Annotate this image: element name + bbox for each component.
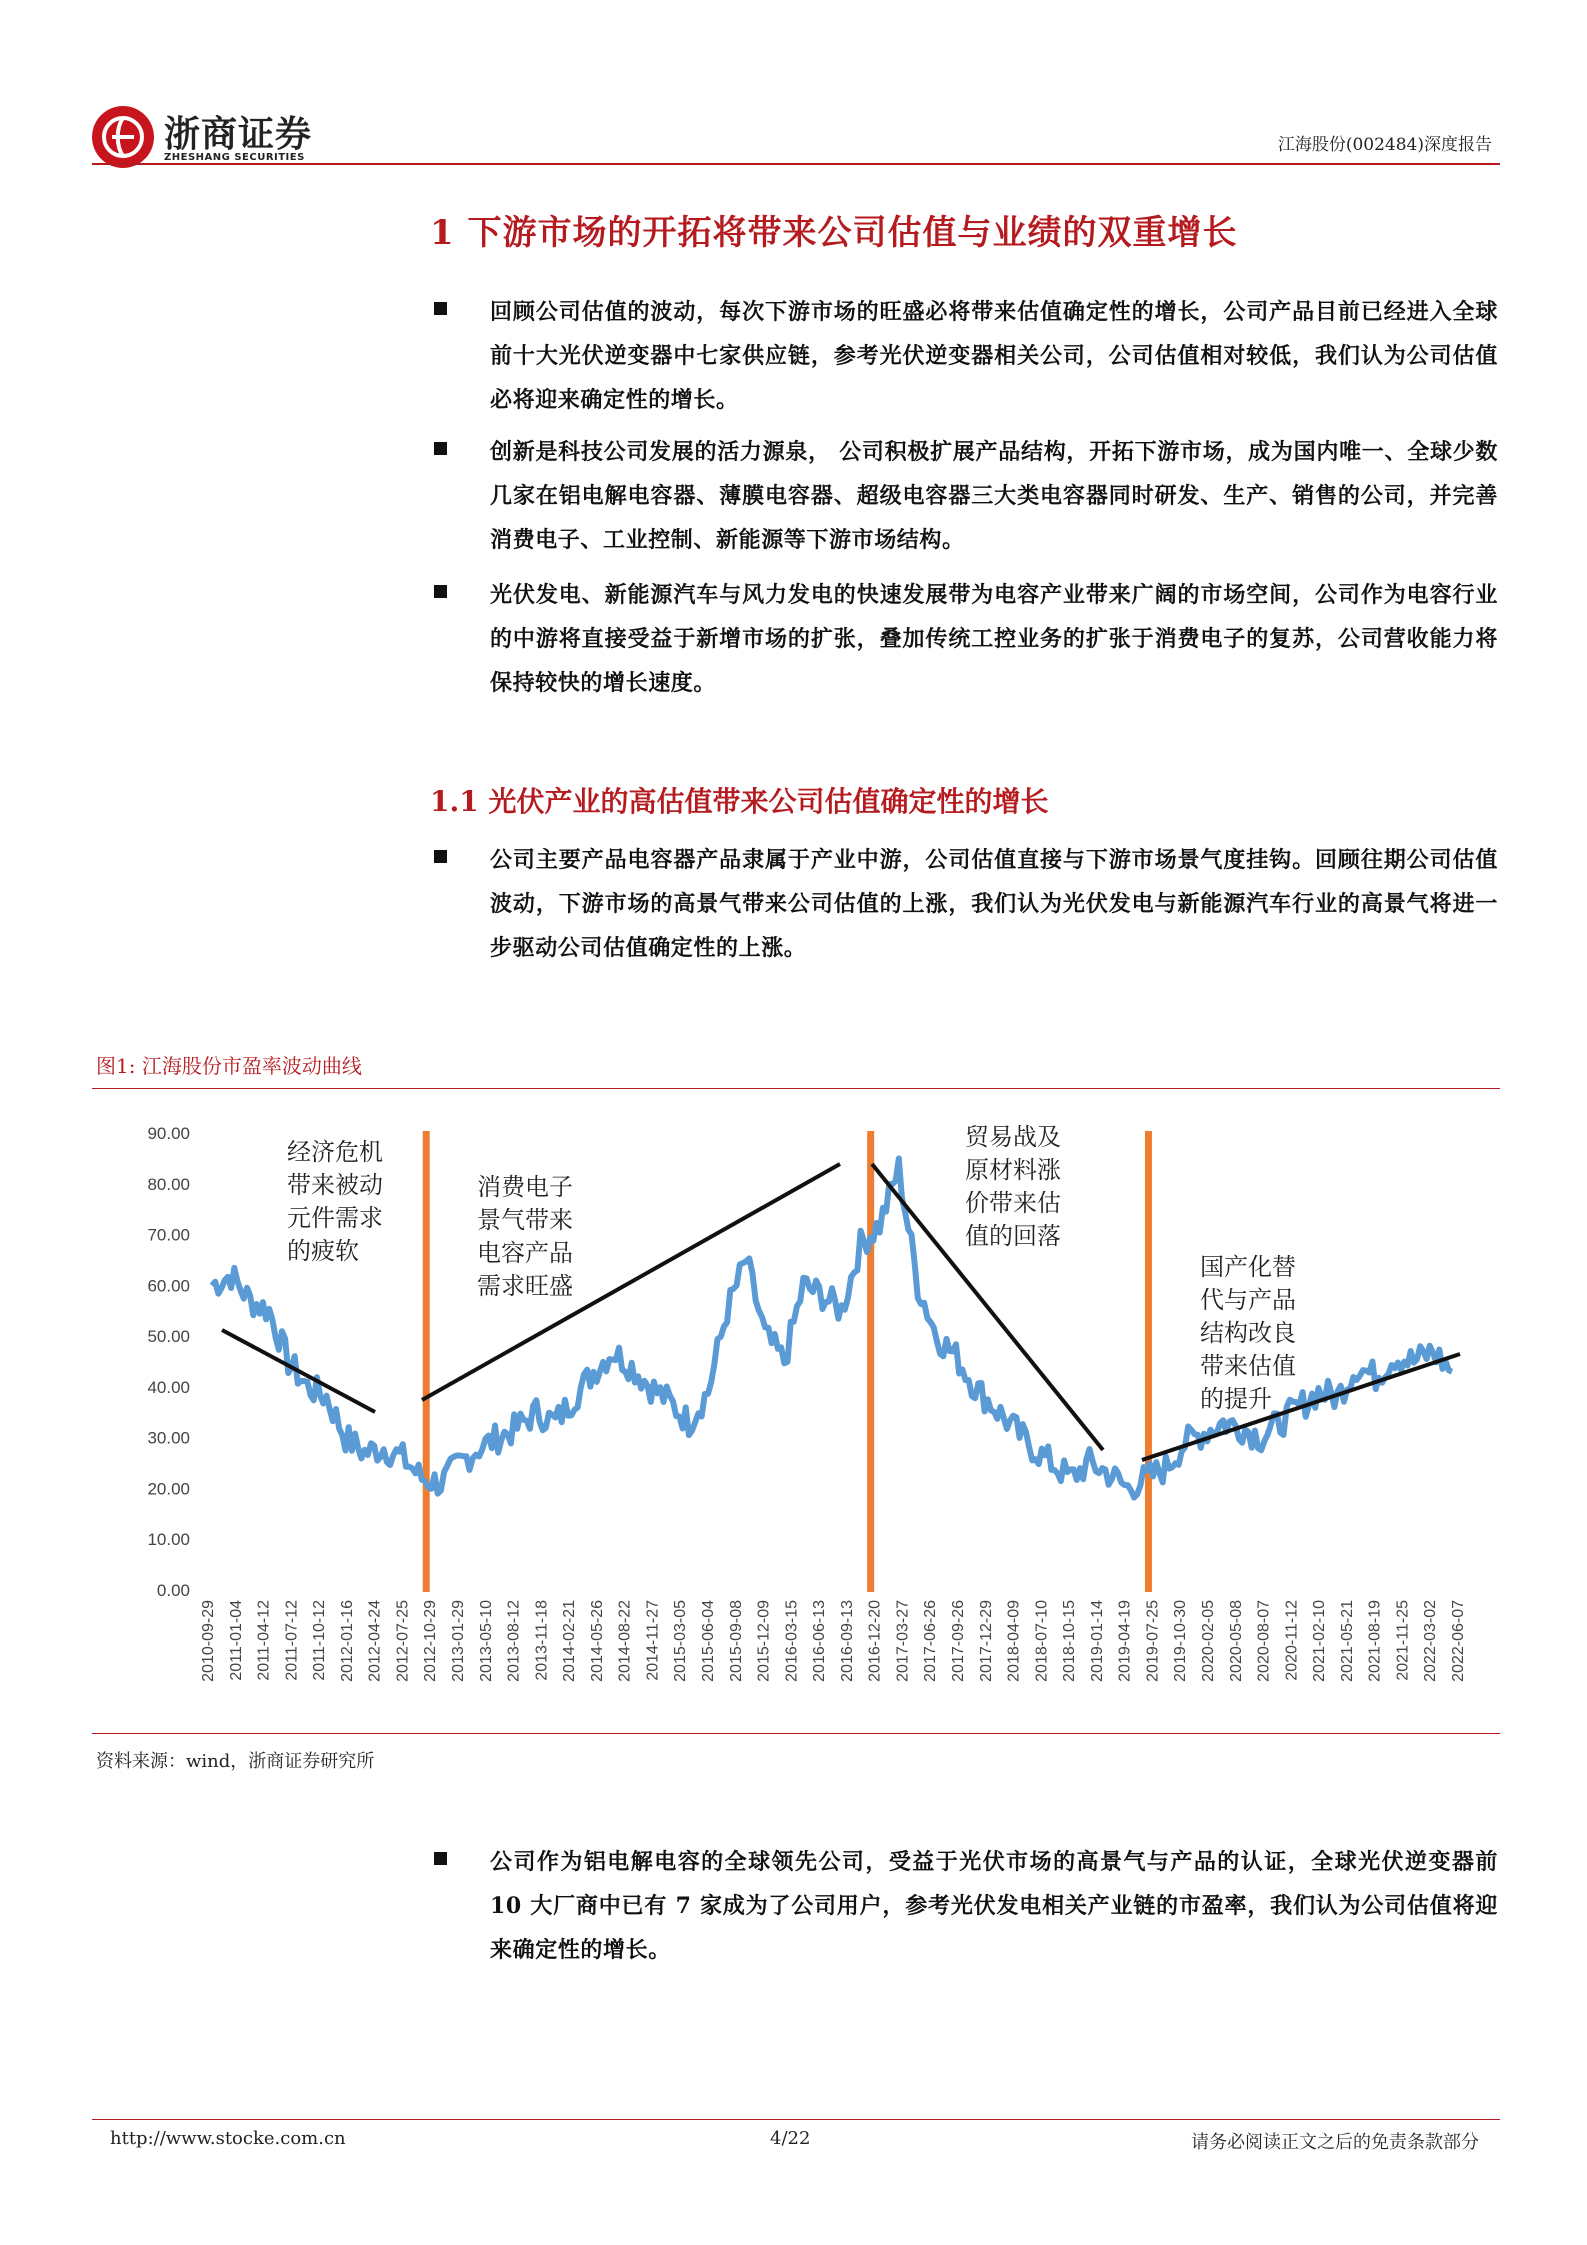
y-tick-label: 50.00 — [147, 1327, 190, 1347]
logo-english: ZHESHANG SECURITIES — [164, 152, 305, 163]
annotation-line: 消费电子 — [477, 1174, 573, 1201]
annotation-line: 元件需求 — [287, 1205, 383, 1232]
pe-ratio-chart — [92, 1100, 1500, 1730]
x-tick-label: 2014-05-26 — [588, 1600, 606, 1682]
x-tick-label: 2017-03-27 — [894, 1600, 912, 1682]
logo-mark-icon — [92, 106, 154, 168]
y-tick-label: 70.00 — [147, 1225, 190, 1245]
paragraph-text: 公司主要产品电容器产品隶属于产业中游，公司估值直接与下游市场景气度挂钩。回顾往期公司估值波动，下游市场的高景气带来公司估值的上涨，我们认为光伏发电与新能源汽车行业的高景气将进一步驱动公司估值确定性的上涨。 — [490, 847, 1498, 961]
x-tick-label: 2012-07-25 — [394, 1600, 412, 1682]
x-tick-label: 2017-12-29 — [977, 1600, 995, 1682]
x-tick-label: 2013-05-10 — [477, 1600, 495, 1682]
figure-caption: 图1: 江海股份市盈率波动曲线 — [96, 1054, 362, 1078]
y-tick-label: 30.00 — [147, 1428, 190, 1448]
x-tick-label: 2015-03-05 — [672, 1600, 690, 1682]
footer-url-link[interactable]: http://www.stocke.com.cn — [110, 2128, 346, 2149]
annotation-line: 国产化替 — [1200, 1254, 1296, 1281]
chart-canvas — [92, 1100, 1500, 1730]
x-tick-label: 2016-12-20 — [866, 1600, 884, 1682]
x-tick-label: 2020-11-12 — [1283, 1600, 1301, 1681]
disclaimer-note: 请务必阅读正文之后的免责条款部分 — [1191, 2132, 1479, 2153]
annotation-line: 带来估值 — [1200, 1353, 1296, 1380]
figure-top-rule — [92, 1088, 1500, 1089]
x-tick-label: 2019-01-14 — [1088, 1600, 1106, 1682]
x-tick-label: 2014-11-27 — [644, 1600, 662, 1681]
annotation-line: 电容产品 — [477, 1240, 573, 1267]
report-title: 江海股份(002484)深度报告 — [1277, 135, 1492, 155]
x-tick-label: 2016-03-15 — [783, 1600, 801, 1682]
annotation-line: 景气带来 — [477, 1207, 573, 1234]
annotation-crisis — [287, 1139, 390, 1265]
annotation-line: 值的回落 — [965, 1223, 1061, 1250]
logo-name: 浙商证券 — [164, 114, 313, 155]
x-tick-label: 2011-07-12 — [283, 1600, 301, 1681]
x-tick-label: 2015-09-08 — [727, 1600, 745, 1682]
annotation-localization — [1200, 1254, 1303, 1413]
x-tick-label: 2021-11-25 — [1394, 1600, 1412, 1681]
annotation-line: 经济危机 — [287, 1139, 383, 1166]
bullet-paragraph — [430, 290, 1498, 422]
trend-line-4 — [1142, 1354, 1460, 1460]
footer-divider — [92, 2119, 1500, 2120]
y-tick-label: 60.00 — [147, 1276, 190, 1296]
annotation-tradewar — [965, 1124, 1068, 1250]
annotation-line: 的疲软 — [287, 1238, 359, 1265]
company-logo — [92, 100, 332, 170]
section-title: 1 下游市场的开拓将带来公司估值与业绩的双重增长 — [430, 213, 1238, 253]
x-tick-label: 2022-03-02 — [1422, 1600, 1440, 1682]
annotation-line: 结构改良 — [1200, 1320, 1296, 1347]
x-tick-label: 2021-08-19 — [1366, 1600, 1384, 1682]
bullet-square-icon — [434, 442, 447, 455]
bullet-paragraph — [430, 573, 1498, 705]
x-tick-label: 2019-10-30 — [1172, 1600, 1190, 1682]
annotation-line: 价带来估 — [965, 1190, 1061, 1217]
bullet-square-icon — [434, 850, 447, 863]
annotation-line: 贸易战及 — [965, 1124, 1061, 1151]
paragraph-text: 光伏发电、新能源汽车与风力发电的快速发展带为电容产业带来广阔的市场空间，公司作为电容行业的中游将直接受益于新增市场的扩张，叠加传统工控业务的扩张于消费电子的复苏，公司营收能力将保持较快的增长速度。 — [490, 582, 1498, 696]
figure-bottom-rule — [92, 1733, 1500, 1734]
x-tick-label: 2013-11-18 — [533, 1600, 551, 1681]
annotation-line: 原材料涨 — [965, 1157, 1061, 1184]
x-tick-label: 2014-08-22 — [616, 1600, 634, 1682]
x-tick-label: 2016-06-13 — [811, 1600, 829, 1682]
x-tick-label: 2014-02-21 — [561, 1600, 579, 1682]
x-tick-label: 2011-10-12 — [311, 1600, 329, 1681]
x-tick-label: 2019-07-25 — [1144, 1600, 1162, 1682]
page-number: 4/22 — [770, 2128, 811, 2149]
x-tick-label: 2017-09-26 — [950, 1600, 967, 1682]
y-tick-label: 0.00 — [156, 1581, 190, 1600]
x-tick-label: 2013-01-29 — [450, 1600, 467, 1682]
x-tick-label: 2012-10-29 — [422, 1600, 440, 1682]
x-tick-label: 2015-06-04 — [700, 1600, 717, 1682]
x-tick-label: 2018-10-15 — [1061, 1600, 1079, 1682]
y-tick-label: 80.00 — [147, 1174, 190, 1194]
annotation-line: 带来被动 — [287, 1172, 383, 1199]
y-tick-label: 90.00 — [147, 1124, 190, 1143]
x-tick-label: 2016-09-13 — [838, 1600, 856, 1682]
annotation-line: 需求旺盛 — [477, 1273, 573, 1300]
x-tick-label: 2017-06-26 — [922, 1600, 940, 1682]
x-tick-label: 2021-02-10 — [1311, 1600, 1329, 1682]
bullet-paragraph — [430, 430, 1498, 562]
bullet-square-icon — [434, 1852, 447, 1865]
x-tick-label: 2011-04-12 — [255, 1600, 273, 1681]
trend-line-1 — [222, 1330, 375, 1412]
annotation-line: 代与产品 — [1200, 1287, 1296, 1314]
y-tick-label: 20.00 — [147, 1479, 190, 1499]
x-tick-label: 2018-07-10 — [1033, 1600, 1051, 1682]
x-tick-label: 2012-01-16 — [338, 1600, 356, 1682]
x-tick-label: 2011-01-04 — [227, 1600, 245, 1681]
x-tick-label: 2012-04-24 — [366, 1600, 384, 1682]
paragraph-text: 回顾公司估值的波动，每次下游市场的旺盛必将带来估值确定性的增长，公司产品目前已经进入全球前十大光伏逆变器中七家供应链，参考光伏逆变器相关公司，公司估值相对较低，我们认为公司估值必将迎来确定性的增长。 — [490, 299, 1498, 413]
x-tick-label: 2020-02-05 — [1200, 1600, 1217, 1682]
x-tick-label: 2021-05-21 — [1338, 1600, 1356, 1682]
subsection-title: 1.1 光伏产业的高估值带来公司估值确定性的增长 — [430, 785, 1049, 818]
bullet-square-icon — [434, 302, 447, 315]
x-tick-label: 2018-04-09 — [1005, 1600, 1023, 1682]
bullet-paragraph — [430, 1840, 1498, 1972]
bullet-square-icon — [434, 585, 447, 598]
annotation-consumer — [477, 1174, 580, 1300]
bullet-paragraph — [430, 838, 1498, 970]
paragraph-text: 创新是科技公司发展的活力源泉， 公司积极扩展产品结构，开拓下游市场，成为国内唯一、全球少数几家在铝电解电容器、薄膜电容器、超级电容器三大类电容器同时研发、生产、销售的公司，并完善消费电子、工业控制、新能源等下游市场结构。 — [490, 439, 1498, 553]
x-tick-label: 2022-06-07 — [1450, 1600, 1467, 1682]
x-tick-label: 2019-04-19 — [1116, 1600, 1134, 1682]
paragraph-text: 公司作为铝电解电容的全球领先公司，受益于光伏市场的高景气与产品的认证，全球光伏逆变器前 10 大厂商中已有 7 家成为了公司用户，参考光伏发电相关产业链的市盈率，我们认为公司估值将迎来确定性的增长。 — [490, 1849, 1498, 1963]
x-tick-label: 2013-08-12 — [505, 1600, 523, 1682]
y-tick-label: 40.00 — [147, 1377, 190, 1397]
header-divider — [92, 163, 1500, 165]
x-tick-label: 2015-12-09 — [755, 1600, 773, 1682]
annotation-line: 的提升 — [1200, 1386, 1272, 1413]
x-tick-label: 2020-08-07 — [1255, 1600, 1273, 1682]
y-tick-label: 10.00 — [147, 1530, 190, 1550]
x-tick-label: 2010-09-29 — [200, 1600, 217, 1682]
x-tick-label: 2020-05-08 — [1227, 1600, 1245, 1682]
figure-source: 资料来源：wind，浙商证券研究所 — [96, 1751, 375, 1772]
